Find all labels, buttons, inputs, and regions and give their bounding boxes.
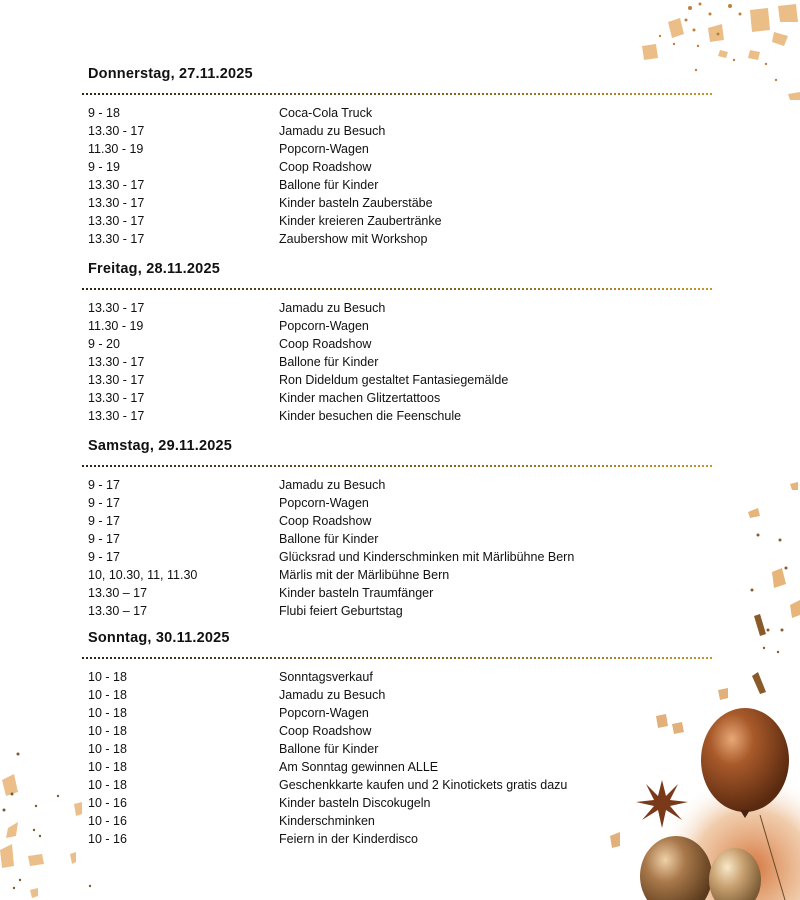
event-name: Jamadu zu Besuch	[279, 688, 386, 702]
event-row	[82, 758, 714, 776]
event-time: 13.30 - 17	[88, 214, 145, 228]
day-section-friday	[82, 259, 714, 425]
event-time: 13.30 - 17	[88, 178, 145, 192]
event-name: Jamadu zu Besuch	[279, 478, 386, 492]
event-name: Ballone für Kinder	[279, 355, 379, 369]
event-row	[82, 740, 714, 758]
event-row	[82, 704, 714, 722]
event-row	[82, 494, 714, 512]
event-name: Kinder basteln Discokugeln	[279, 796, 431, 810]
event-time: 10 - 18	[88, 778, 127, 792]
event-time: 11.30 - 19	[88, 142, 144, 156]
event-time: 13.30 – 17	[88, 604, 148, 618]
event-row	[82, 194, 714, 212]
event-row	[82, 548, 714, 566]
event-time: 13.30 - 17	[88, 124, 145, 138]
event-row	[82, 158, 714, 176]
event-name: Ballone für Kinder	[279, 178, 379, 192]
event-row	[82, 476, 714, 494]
event-time: 9 - 18	[88, 106, 120, 120]
event-row	[82, 407, 714, 425]
event-row	[82, 335, 714, 353]
event-time: 13.30 - 17	[88, 373, 145, 387]
event-time: 10 - 18	[88, 670, 127, 684]
event-name: Ballone für Kinder	[279, 532, 379, 546]
event-name: Glücksrad und Kinderschminken mit Märlibühne Bern	[279, 550, 575, 564]
event-row	[82, 104, 714, 122]
event-name: Märlis mit der Märlibühne Bern	[279, 568, 450, 582]
event-name: Jamadu zu Besuch	[279, 124, 386, 138]
dotted-divider	[82, 465, 714, 467]
event-name: Coop Roadshow	[279, 337, 372, 351]
event-time: 10 - 16	[88, 796, 127, 810]
event-time: 9 - 17	[88, 514, 120, 528]
event-time: 11.30 - 19	[88, 319, 144, 333]
event-row	[82, 176, 714, 194]
event-row	[82, 830, 714, 848]
event-time: 9 - 17	[88, 550, 120, 564]
day-title: Sonntag, 30.11.2025	[88, 630, 230, 646]
event-name: Kinder machen Glitzertattoos	[279, 391, 441, 405]
event-name: Jamadu zu Besuch	[279, 301, 386, 315]
event-row	[82, 686, 714, 704]
event-row	[82, 584, 714, 602]
event-time: 10 - 16	[88, 832, 127, 846]
event-time: 13.30 - 17	[88, 232, 145, 246]
event-name: Ron Dideldum gestaltet Fantasiegemälde	[279, 373, 509, 387]
day-section-thursday	[82, 64, 714, 248]
event-name: Coop Roadshow	[279, 514, 372, 528]
event-time: 13.30 - 17	[88, 301, 145, 315]
event-name: Kinder basteln Traumfänger	[279, 586, 434, 600]
event-row	[82, 722, 714, 740]
event-row	[82, 668, 714, 686]
event-row	[82, 230, 714, 248]
day-section-saturday	[82, 436, 714, 620]
event-row	[82, 512, 714, 530]
event-name: Kinder kreieren Zaubertränke	[279, 214, 442, 228]
event-list	[82, 476, 714, 620]
event-name: Ballone für Kinder	[279, 742, 379, 756]
event-row	[82, 602, 714, 620]
event-name: Kinder besuchen die Feenschule	[279, 409, 462, 423]
event-name: Coca-Cola Truck	[279, 106, 373, 120]
event-time: 13.30 – 17	[88, 586, 148, 600]
event-name: Feiern in der Kinderdisco	[279, 832, 418, 846]
event-row	[82, 794, 714, 812]
event-name: Kinder basteln Zauberstäbe	[279, 196, 433, 210]
event-row	[82, 389, 714, 407]
event-time: 10, 10.30, 11, 11.30	[88, 568, 198, 582]
event-time: 10 - 18	[88, 724, 127, 738]
event-list	[82, 299, 714, 425]
event-time: 10 - 18	[88, 688, 127, 702]
event-name: Zaubershow mit Workshop	[279, 232, 428, 246]
event-row	[82, 353, 714, 371]
event-row	[82, 776, 714, 794]
event-row	[82, 140, 714, 158]
event-time: 10 - 16	[88, 814, 127, 828]
event-name: Kinderschminken	[279, 814, 375, 828]
event-time: 9 - 17	[88, 478, 120, 492]
event-row	[82, 812, 714, 830]
event-time: 13.30 - 17	[88, 196, 145, 210]
event-time: 9 - 20	[88, 337, 120, 351]
event-row	[82, 371, 714, 389]
event-time: 13.30 - 17	[88, 391, 145, 405]
event-row	[82, 212, 714, 230]
event-time: 13.30 - 17	[88, 409, 145, 423]
confetti-decoration-right	[720, 440, 800, 700]
event-time: 9 - 19	[88, 160, 120, 174]
event-row	[82, 566, 714, 584]
event-time: 13.30 - 17	[88, 355, 145, 369]
dotted-divider	[82, 657, 714, 659]
event-time: 10 - 18	[88, 706, 127, 720]
event-time: 10 - 18	[88, 760, 127, 774]
event-name: Sonntagsverkauf	[279, 670, 373, 684]
event-name: Geschenkkarte kaufen und 2 Kinotickets gratis dazu	[279, 778, 568, 792]
event-name: Coop Roadshow	[279, 160, 372, 174]
day-title: Samstag, 29.11.2025	[88, 438, 233, 454]
event-time: 10 - 18	[88, 742, 127, 756]
day-title: Freitag, 28.11.2025	[88, 261, 220, 277]
event-name: Popcorn-Wagen	[279, 706, 369, 720]
event-name: Popcorn-Wagen	[279, 496, 369, 510]
event-row	[82, 122, 714, 140]
day-section-sunday	[82, 628, 714, 848]
event-name: Popcorn-Wagen	[279, 142, 369, 156]
event-time: 9 - 17	[88, 532, 120, 546]
event-row	[82, 299, 714, 317]
event-name: Popcorn-Wagen	[279, 319, 369, 333]
dotted-divider	[82, 288, 714, 290]
day-title: Donnerstag, 27.11.2025	[88, 66, 253, 82]
event-list	[82, 668, 714, 848]
event-row	[82, 317, 714, 335]
event-name: Am Sonntag gewinnen ALLE	[279, 760, 439, 774]
event-name: Coop Roadshow	[279, 724, 372, 738]
event-list	[82, 104, 714, 248]
event-row	[82, 530, 714, 548]
event-time: 9 - 17	[88, 496, 120, 510]
dotted-divider	[82, 93, 714, 95]
event-name: Flubi feiert Geburtstag	[279, 604, 403, 618]
